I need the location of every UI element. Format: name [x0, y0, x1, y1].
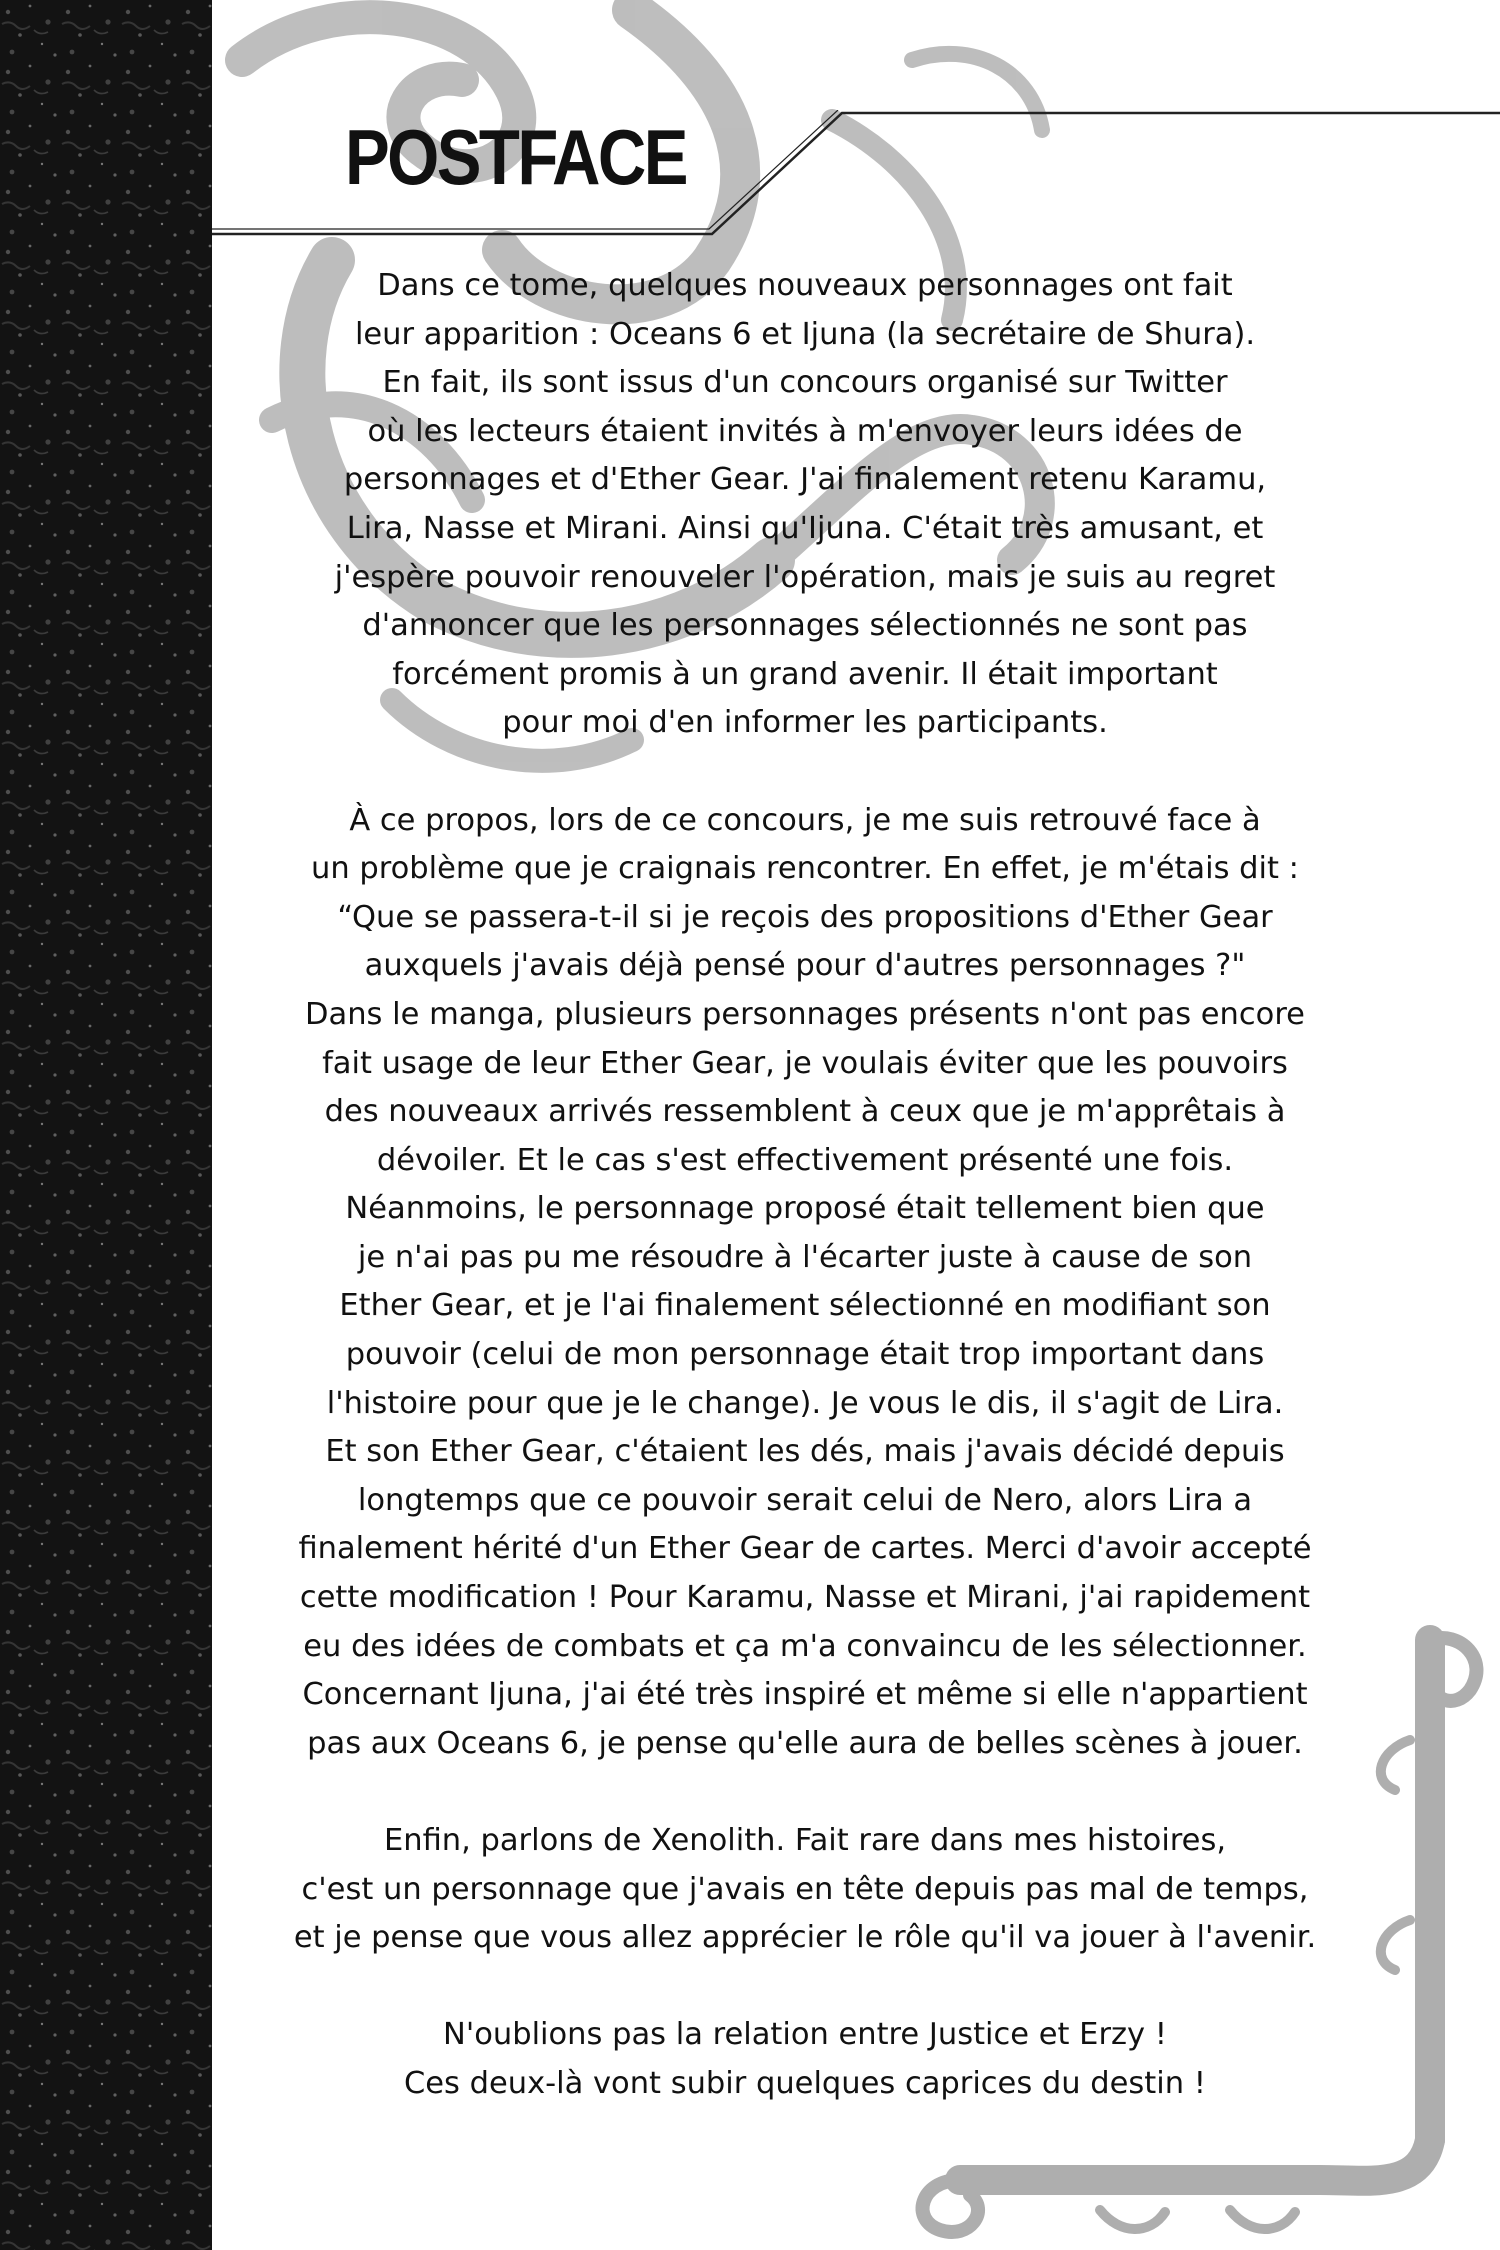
text-line: dévoiler. Et le cas s'est effectivement présenté une fois. — [376, 1142, 1234, 1178]
text-line: Et son Ether Gear, c'étaient les dés, mais j'avais décidé depuis — [325, 1434, 1285, 1470]
text-line: l'histoire pour que je le change). Je vous le dis, il s'agit de Lira. — [326, 1385, 1284, 1421]
text-line: cette modification ! Pour Karamu, Nasse et Mirani, j'ai rapidement — [299, 1580, 1311, 1616]
text-line: longtemps que ce pouvoir serait celui de Nero, alors Lira a — [357, 1482, 1253, 1518]
text-line: Ces deux-là vont subir quelques caprices du destin ! — [403, 2065, 1206, 2101]
text-line: En fait, ils sont issus d'un concours organisé sur Twitter — [382, 365, 1228, 401]
postface-body — [240, 262, 1370, 2109]
text-line: pas aux Oceans 6, je pense qu'elle aura de belles scènes à jouer. — [307, 1725, 1303, 1761]
text-line: d'annoncer que les personnages sélectionnés ne sont pas — [362, 608, 1248, 644]
paragraph-xenolith — [240, 1817, 1370, 1963]
text-line: pour moi d'en informer les participants. — [502, 705, 1108, 741]
text-line: Lira, Nasse et Mirani. Ainsi qu'Ijuna. C'était très amusant, et — [346, 510, 1264, 546]
text-line: Enfin, parlons de Xenolith. Fait rare dans mes histoires, — [383, 1823, 1227, 1858]
text-line: leur apparition : Oceans 6 et Ijuna (la secrétaire de Shura). — [354, 316, 1256, 352]
text-line: et je pense que vous allez apprécier le rôle qu'il va jouer à l'avenir. — [293, 1920, 1317, 1956]
dark-texture-strip — [0, 0, 212, 2250]
page-title: POSTFACE — [345, 113, 686, 201]
paragraph-gap — [240, 748, 1370, 797]
text-line: je n'ai pas pu me résoudre à l'écarter juste à cause de son — [357, 1239, 1253, 1275]
text-line: des nouveaux arrivés ressemblent à ceux que je m'apprêtais à — [324, 1094, 1286, 1130]
text-line: À ce propos, lors de ce concours, je me suis retrouvé face à — [349, 802, 1261, 838]
text-line: un problème que je craignais rencontrer. En effet, je m'étais dit : — [311, 851, 1299, 887]
text-line: personnages et d'Ether Gear. J'ai finalement retenu Karamu, — [343, 462, 1267, 498]
paragraph-contest — [240, 262, 1370, 748]
text-line: Dans le manga, plusieurs personnages présents n'ont pas encore — [305, 996, 1305, 1032]
text-line: Dans ce tome, quelques nouveaux personnages ont fait — [377, 268, 1233, 303]
text-line: fait usage de leur Ether Gear, je voulais éviter que les pouvoirs — [322, 1045, 1288, 1081]
text-line: j'espère pouvoir renouveler l'opération, mais je suis au regret — [334, 559, 1276, 595]
text-line: “Que se passera-t-il si je reçois des propositions d'Ether Gear — [337, 899, 1273, 935]
text-line: c'est un personnage que j'avais en tête depuis pas mal de temps, — [301, 1871, 1309, 1907]
paragraph-ether-gear — [240, 797, 1370, 1769]
paragraph-justice-erzy — [240, 2011, 1370, 2108]
text-line: auxquels j'avais déjà pensé pour d'autres personnages ?" — [364, 948, 1246, 984]
text-line: N'oublions pas la relation entre Justice et Erzy ! — [443, 2017, 1167, 2053]
text-line: Ether Gear, et je l'ai finalement sélectionné en modifiant son — [339, 1288, 1271, 1324]
text-line: Concernant Ijuna, j'ai été très inspiré et même si elle n'appartient — [302, 1677, 1308, 1713]
text-line: finalement hérité d'un Ether Gear de cartes. Merci d'avoir accepté — [298, 1531, 1312, 1567]
paragraph-gap — [240, 1768, 1370, 1817]
text-line: pouvoir (celui de mon personnage était trop important dans — [345, 1337, 1265, 1373]
text-line: forcément promis à un grand avenir. Il était important — [392, 656, 1218, 692]
paragraph-gap — [240, 1963, 1370, 2012]
text-line: Néanmoins, le personnage proposé était tellement bien que — [345, 1191, 1265, 1227]
text-line: où les lecteurs étaient invités à m'envoyer leurs idées de — [367, 413, 1243, 449]
text-line: eu des idées de combats et ça m'a convaincu de les sélectionner. — [303, 1628, 1307, 1664]
